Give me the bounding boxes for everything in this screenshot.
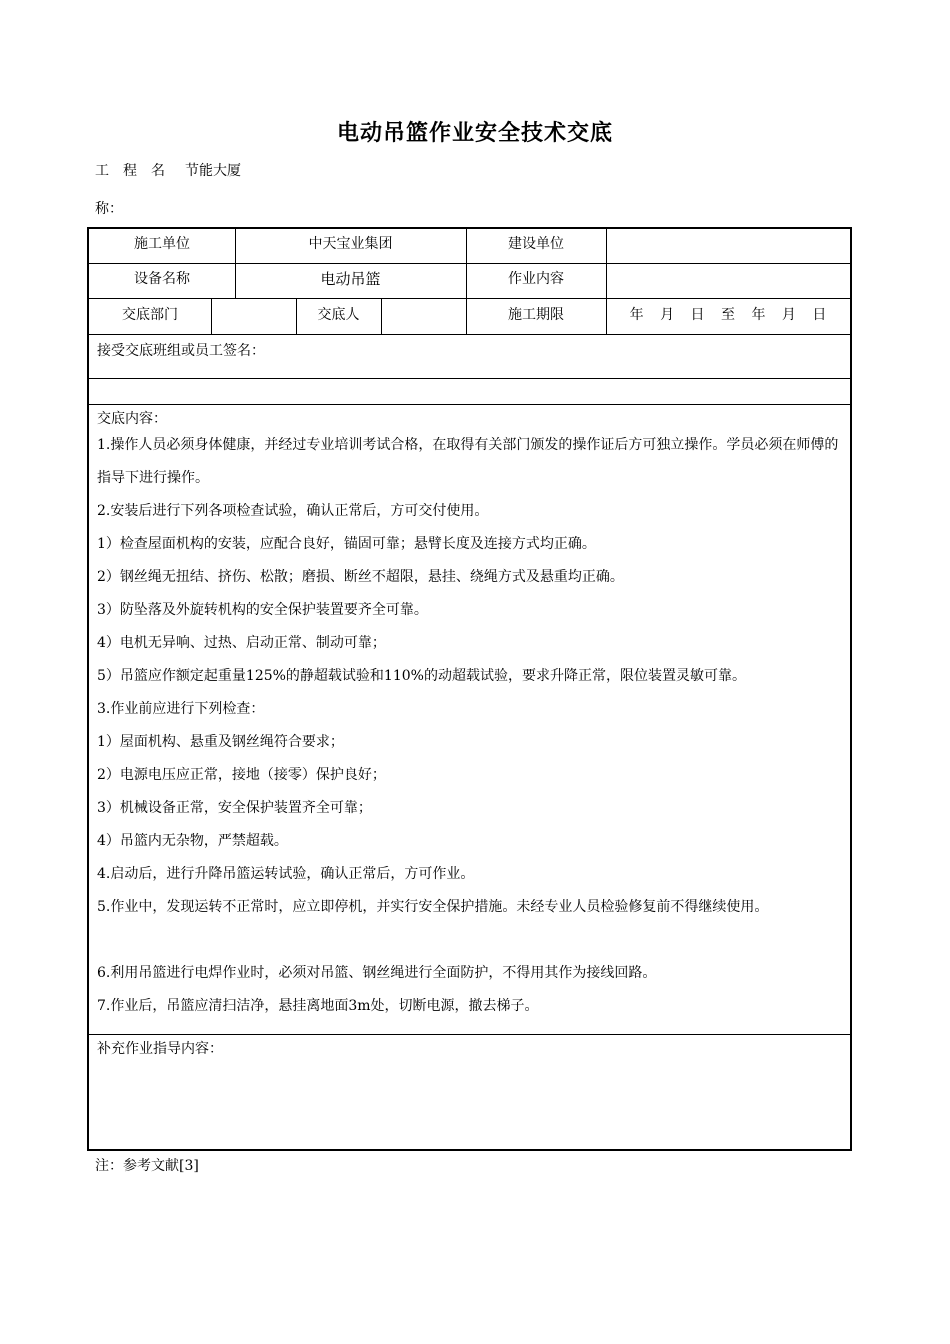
construction-unit-label: 施工单位 bbox=[134, 236, 190, 252]
page-title: 电动吊篮作业安全技术交底 bbox=[336, 121, 613, 146]
content-line: 3）机械设备正常，安全保护装置齐全可靠； bbox=[97, 800, 372, 816]
row-divider bbox=[89, 378, 850, 379]
content-line: 4）电机无异响、过热、启动正常、制动可靠； bbox=[97, 635, 386, 651]
content-line: 4.启动后，进行升降吊篮运转试验，确认正常后，方可作业。 bbox=[97, 866, 475, 882]
person-label: 交底人 bbox=[317, 307, 360, 323]
row-divider bbox=[89, 404, 850, 405]
col-divider bbox=[381, 298, 382, 334]
construction-unit-value: 中天宝业集团 bbox=[308, 236, 393, 252]
reference-note: 注：参考文献[3] bbox=[95, 1158, 199, 1174]
col-divider bbox=[211, 298, 212, 334]
row-divider bbox=[89, 298, 850, 299]
content-line: 5）吊篮应作额定起重量125%的静超载试验和110%的动超载试验，要求升降正常，限位装置灵敏可靠。 bbox=[97, 668, 746, 684]
content-line: 7.作业后，吊篮应清扫洁净，悬挂离地面3m处，切断电源，撤去梯子。 bbox=[97, 998, 539, 1014]
period-value: 年 月 日 至 年 月 日 bbox=[629, 307, 827, 323]
content-line: 1）检查屋面机构的安装，应配合良好，锚固可靠；悬臂长度及连接方式均正确。 bbox=[97, 536, 596, 552]
period-label: 施工期限 bbox=[508, 307, 564, 323]
project-name-label-cont: 称： bbox=[95, 201, 123, 217]
content-line: 4）吊篮内无杂物，严禁超载。 bbox=[97, 833, 288, 849]
content-label: 交底内容： bbox=[97, 411, 167, 427]
equipment-value: 电动吊篮 bbox=[320, 270, 381, 288]
content-line: 1）屋面机构、悬重及钢丝绳符合要求； bbox=[97, 734, 344, 750]
content-line: 5.作业中，发现运转不正常时，应立即停机，并实行安全保护措施。未经专业人员检验修复前不得继续使用。 bbox=[97, 899, 769, 915]
row-divider bbox=[89, 334, 850, 335]
content-line: 3）防坠落及外旋转机构的安全保护装置要齐全可靠。 bbox=[97, 602, 428, 618]
dept-label: 交底部门 bbox=[122, 307, 178, 323]
project-name-label: 工程名 bbox=[95, 163, 179, 179]
content-line: 2）钢丝绳无扭结、挤伤、松散；磨损、断丝不超限，悬挂、绕绳方式及悬重均正确。 bbox=[97, 569, 624, 585]
signature-label: 接受交底班组或员工签名： bbox=[97, 343, 265, 359]
content-line: 3.作业前应进行下列检查： bbox=[97, 701, 265, 717]
equipment-label: 设备名称 bbox=[134, 271, 190, 287]
content-line: 1.操作人员必须身体健康，并经过专业培训考试合格，在取得有关部门颁发的操作证后方可独立操作。学员必须在师傅的指导下进行操作。 bbox=[97, 437, 839, 486]
project-name-row bbox=[95, 160, 241, 180]
builder-unit-label: 建设单位 bbox=[508, 236, 564, 252]
disclosure-table bbox=[87, 227, 852, 1151]
row-divider bbox=[89, 1034, 850, 1035]
project-name-value: 节能大厦 bbox=[185, 163, 241, 179]
content-line: 2.安装后进行下列各项检查试验，确认正常后，方可交付使用。 bbox=[97, 503, 489, 519]
work-content-label: 作业内容 bbox=[508, 271, 564, 287]
content-list bbox=[97, 429, 845, 1023]
supplement-label: 补充作业指导内容： bbox=[97, 1041, 223, 1057]
content-line: 6.利用吊篮进行电焊作业时，必须对吊篮、钢丝绳进行全面防护，不得用其作为接线回路。 bbox=[97, 965, 657, 981]
row-divider bbox=[89, 263, 850, 264]
content-line: 2）电源电压应正常，接地（接零）保护良好； bbox=[97, 767, 386, 783]
